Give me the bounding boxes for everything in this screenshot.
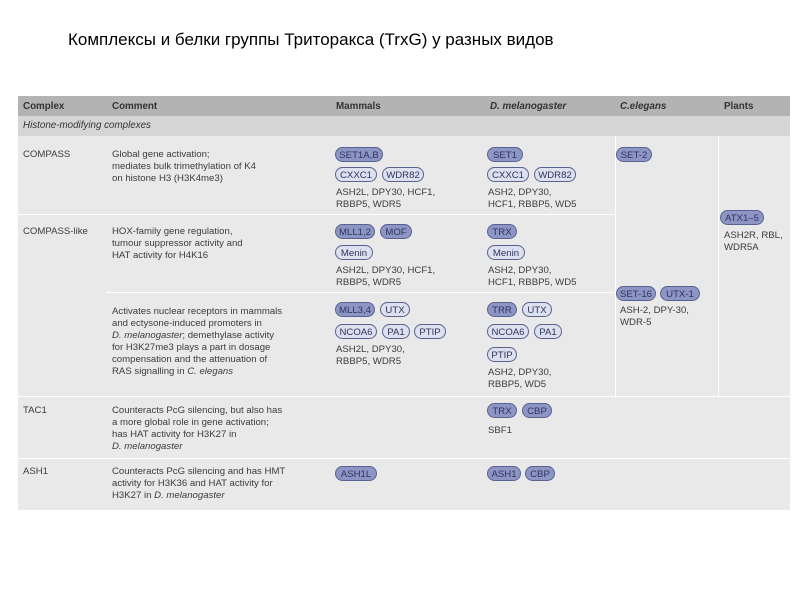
- section-header: [18, 116, 790, 136]
- protein-pill: UTX: [522, 302, 552, 317]
- comment-line: D. melanogaster: [112, 441, 183, 452]
- comment-line: Counteracts PcG silencing and has HMT: [112, 466, 286, 477]
- protein-pill: MLL3,4: [335, 302, 375, 317]
- comment-line: for H3K27me3 plays a part in dosage: [112, 342, 271, 353]
- protein-pill: ASH1L: [335, 466, 377, 481]
- header-complex: Complex: [23, 101, 65, 112]
- protein-pill: ASH1: [487, 466, 521, 481]
- protein-pill: PA1: [534, 324, 562, 339]
- protein-pill: WDR82: [382, 167, 424, 182]
- subunit-text: ASH-2, DPY-30,: [620, 305, 689, 316]
- comment-line: HAT activity for H4K16: [112, 250, 209, 261]
- header-comment: Comment: [112, 101, 158, 112]
- comment-line: has HAT activity for H3K27 in: [112, 429, 237, 440]
- subunit-text: SBF1: [488, 425, 512, 436]
- comment-line: RAS signalling in C. elegans: [112, 366, 234, 377]
- protein-pill: TRX: [487, 224, 517, 239]
- subunit-text: ASH2R, RBL,: [724, 230, 783, 241]
- protein-pill: UTX-1: [660, 286, 700, 301]
- table-header: [18, 96, 790, 116]
- subunit-text: RBBP5, WD5: [488, 379, 547, 390]
- protein-pill: ATX1–5: [720, 210, 764, 225]
- protein-pill: SET1A,B: [335, 147, 383, 162]
- protein-pill: CBP: [525, 466, 555, 481]
- subunit-text: HCF1, RBBP5, WD5: [488, 199, 577, 210]
- subunit-text: RBBP5, WDR5: [336, 277, 402, 288]
- protein-pill: PTIP: [487, 347, 517, 362]
- subunit-text: WDR-5: [620, 317, 652, 328]
- comment-line: mediates bulk trimethylation of K4: [112, 161, 256, 172]
- comment-line: Counteracts PcG silencing, but also has: [112, 405, 283, 416]
- subunit-text: RBBP5, WDR5: [336, 356, 402, 367]
- trxg-table: [18, 96, 790, 510]
- protein-pill: Menin: [487, 245, 525, 260]
- complex-name: COMPASS: [23, 149, 71, 160]
- protein-pill: SET1: [487, 147, 523, 162]
- protein-pill: TRR: [487, 302, 517, 317]
- subunit-text: RBBP5, WDR5: [336, 199, 402, 210]
- complex-name: ASH1: [23, 466, 49, 477]
- comment-line: on histone H3 (H3K4me3): [112, 173, 223, 184]
- complex-name: TAC1: [23, 405, 47, 416]
- protein-pill: WDR82: [534, 167, 576, 182]
- row-divider: [106, 292, 615, 293]
- protein-pill: UTX: [380, 302, 410, 317]
- header-plants: Plants: [724, 101, 754, 112]
- row-divider: [18, 214, 615, 215]
- protein-pill: SET-2: [616, 147, 652, 162]
- protein-pill: NCOA6: [487, 324, 529, 339]
- complex-name: COMPASS-like: [23, 226, 88, 237]
- header-celegans: C.elegans: [620, 101, 667, 112]
- row-divider: [18, 458, 790, 459]
- protein-pill: Menin: [335, 245, 373, 260]
- page-title: Комплексы и белки группы Триторакса (TrxG) у разных видов: [68, 30, 554, 49]
- protein-pill: TRX: [487, 403, 517, 418]
- comment-line: activity for H3K36 and HAT activity for: [112, 478, 273, 489]
- comment-line: and ectysone-induced promoters in: [112, 318, 262, 329]
- comment-line: D. melanogaster; demethylase activity: [112, 330, 275, 341]
- protein-pill: CXXC1: [487, 167, 529, 182]
- section-label: Histone-modifying complexes: [23, 120, 151, 131]
- comment-line: H3K27 in D. melanogaster: [112, 490, 225, 501]
- protein-pill: PTIP: [414, 324, 446, 339]
- comment-line: HOX-family gene regulation,: [112, 226, 233, 237]
- subunit-text: ASH2L, DPY30,: [336, 344, 405, 355]
- comment-line: Global gene activation;: [112, 149, 210, 160]
- protein-pill: SET-16: [616, 286, 656, 301]
- subunit-text: ASH2, DPY30,: [488, 187, 552, 198]
- protein-pill: MOF: [380, 224, 412, 239]
- protein-pill: MLL1,2: [335, 224, 375, 239]
- subunit-text: ASH2, DPY30,: [488, 367, 552, 378]
- comment-line: Activates nuclear receptors in mammals: [112, 306, 283, 317]
- column-divider: [615, 136, 616, 396]
- protein-pill: NCOA6: [335, 324, 377, 339]
- comment-line: compensation and the attenuation of: [112, 354, 268, 365]
- column-divider: [718, 136, 719, 396]
- header-mammals: Mammals: [336, 101, 381, 112]
- comment-line: tumour suppressor activity and: [112, 238, 243, 249]
- subunit-text: HCF1, RBBP5, WD5: [488, 277, 577, 288]
- comment-line: a more global role in gene activation;: [112, 417, 269, 428]
- row-divider: [18, 396, 790, 397]
- protein-pill: PA1: [382, 324, 410, 339]
- header-dmel: D. melanogaster: [490, 101, 567, 112]
- protein-pill: CXXC1: [335, 167, 377, 182]
- subunit-text: WDR5A: [724, 242, 759, 253]
- subunit-text: ASH2L, DPY30, HCF1,: [336, 265, 436, 276]
- protein-pill: CBP: [522, 403, 552, 418]
- subunit-text: ASH2, DPY30,: [488, 265, 552, 276]
- subunit-text: ASH2L, DPY30, HCF1,: [336, 187, 436, 198]
